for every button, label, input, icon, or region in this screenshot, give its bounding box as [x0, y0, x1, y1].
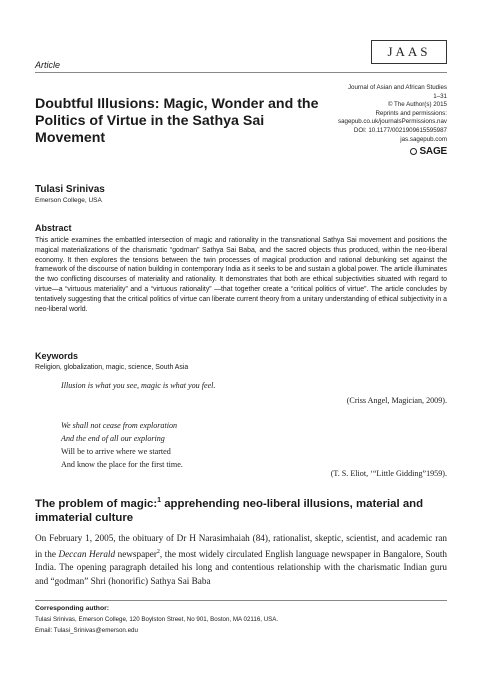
sage-logo-text: SAGE — [419, 146, 447, 157]
footer-rule — [35, 600, 447, 601]
meta-pages: 1–31 — [433, 92, 447, 100]
meta-copyright: © The Author(s) 2015 — [387, 101, 447, 109]
newspaper-name: Deccan Herald — [58, 548, 116, 559]
meta-doi[interactable]: DOI: 10.1177/0021909615595987 — [353, 126, 447, 134]
epigraph-2-line: And know the place for the first time. — [61, 460, 183, 469]
epigraph-1-line: Illusion is what you see, magic is what you feel. — [61, 381, 216, 390]
corresponding-author-address: Tulasi Srinivas, Emerson College, 120 Boylston Street, No 901, Boston, MA 02116, USA. — [35, 616, 279, 623]
epigraph-2-line: And the end of all our exploring — [61, 434, 165, 443]
abstract-text: This article examines the embattled intersection of magic and rationality in the transnational Sathya Sai movement and positions the magical materializations of the charismatic “godman” Sathya Sai Baba, and the sacred objects thus produced, within the neo-liberal economy. It then explores the tensions between the twin processes of magical production and rational debunking set against the framework of the discourse of nation building in contemporary India as it seeks to be and sustain a global power. The article illuminates the two conflicting discourses of materiality and rationality. It demonstrates that both are ethical subjectivities situated with regard to virtue—a “virtuous materiality” and a “virtuous rationality” —that together create a “critical politics of virtue”. The article concludes by tentatively suggesting that the critical politics of virtue can liberate current theory from a unitary understanding of ethical subjectivity in a neo-liberal world. — [35, 237, 447, 313]
footnote-ref-2[interactable]: 2 — [156, 548, 160, 555]
body-text-part2: newspaper — [115, 548, 157, 559]
journal-meta — [338, 84, 447, 144]
article-title: Doubtful Illusions: Magic, Wonder and the Politics of Virtue in the Sathya Sai Movement — [35, 96, 319, 146]
meta-permissions-link[interactable]: sagepub.co.uk/journalsPermissions.nav — [337, 118, 447, 126]
body-paragraph — [35, 532, 447, 589]
journal-logo: JAAS — [371, 40, 447, 64]
epigraph-2-line: Will be to arrive where we started — [61, 447, 171, 456]
author-name: Tulasi Srinivas — [35, 184, 105, 195]
header-rule — [35, 72, 447, 73]
meta-journal-name: Journal of Asian and African Studies — [347, 84, 447, 91]
body-text-part1: On February 1, 2005, the obituary of Dr H Narasimhaiah (84), rationalist, skeptic, scientist, and academic ran in the — [35, 533, 447, 559]
article-label: Article — [35, 60, 61, 70]
sage-logo — [410, 146, 447, 157]
meta-journal-url[interactable]: jas.sagepub.com — [400, 135, 447, 143]
section-heading-part1: The problem of magic: — [35, 497, 158, 510]
section-heading — [35, 494, 447, 525]
epigraph-2-line: We shall not cease from exploration — [61, 421, 178, 430]
footnote-ref-1[interactable]: 1 — [157, 497, 162, 504]
epigraph-2-attribution: (T. S. Eliot, ‘“Little Gidding”1959). — [330, 469, 447, 478]
abstract-heading: Abstract — [35, 223, 72, 233]
epigraph-1-attribution: (Criss Angel, Magician, 2009). — [346, 396, 447, 405]
corresponding-author-heading: Corresponding author: — [35, 605, 110, 612]
meta-reprints: Reprints and permissions: — [375, 109, 447, 117]
author-affiliation: Emerson College, USA — [35, 197, 102, 204]
keywords-text: Religion, globalization, magic, science, South Asia — [35, 364, 189, 371]
sage-circle-icon — [410, 148, 417, 155]
keywords-heading: Keywords — [35, 351, 79, 361]
corresponding-author-email[interactable]: Email: Tulasi_Srinivas@emerson.edu — [35, 627, 138, 634]
body-text-part3: , the most widely circulated English language newspaper in Bangalore, South India. The opening paragraph detailed his long and contentious relationship with the charismatic Indian guru and “godman” Shri (honorific) Sathya Sai Baba — [35, 548, 447, 587]
section-heading-part2: apprehending neo-liberal illusions, material and immaterial culture — [35, 497, 424, 524]
